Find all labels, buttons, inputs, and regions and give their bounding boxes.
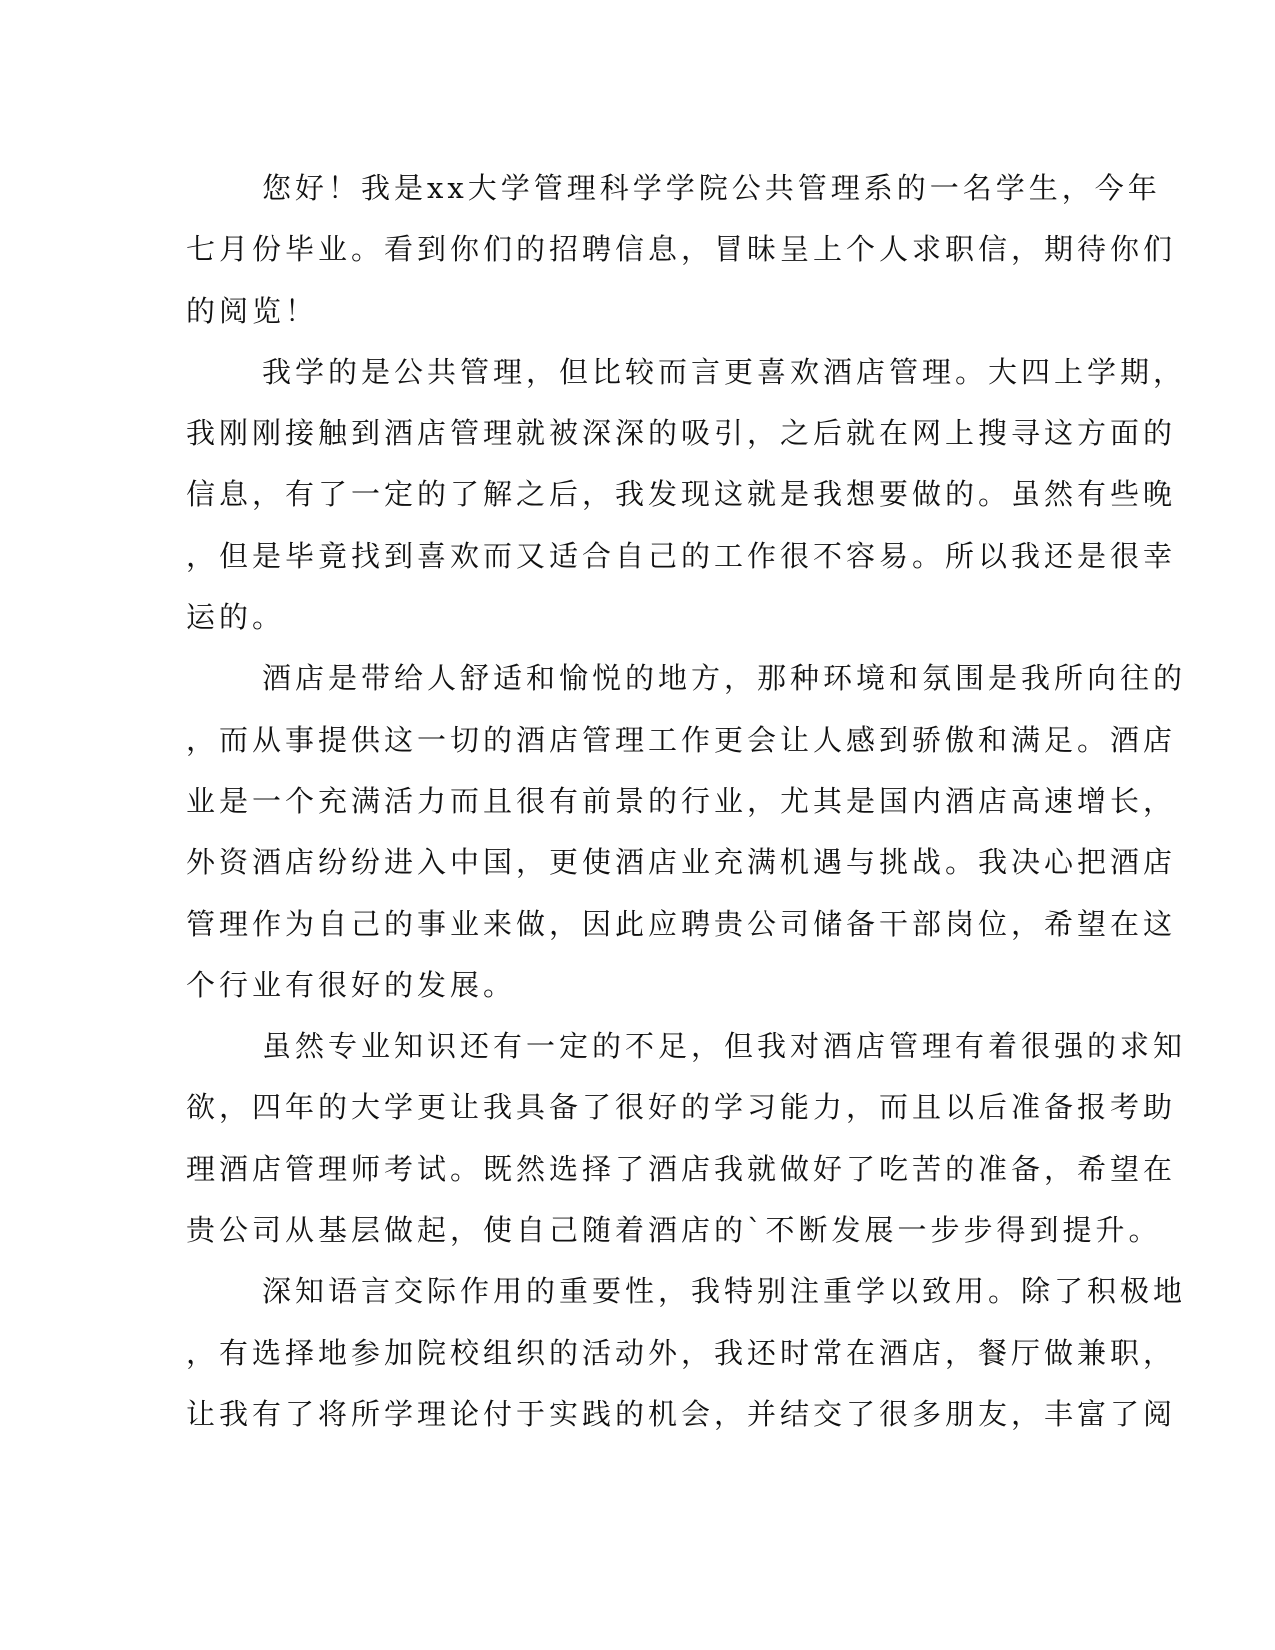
text-line: 您好！我是xx大学管理科学学院公共管理系的一名学生，今年 <box>262 171 1161 205</box>
text-line: 信息，有了一定的了解之后，我发现这就是我想要做的。虽然有些晚 <box>186 477 1177 512</box>
text-line: 酒店是带给人舒适和愉悦的地方，那种环境和氛围是我所向往的 <box>262 661 1187 696</box>
text-line: 我刚刚接触到酒店管理就被深深的吸引，之后就在网上搜寻这方面的 <box>186 416 1177 451</box>
paragraph-4 <box>186 1016 1187 1261</box>
text-line: ，而从事提供这一切的酒店管理工作更会让人感到骄傲和满足。酒店 <box>186 722 1177 757</box>
text-line: 虽然专业知识还有一定的不足，但我对酒店管理有着很强的求知 <box>262 1029 1187 1064</box>
text-line: 业是一个充满活力而且很有前景的行业，尤其是国内酒店高速增长， <box>186 783 1177 818</box>
text-line: ，但是毕竟找到喜欢而又适合自己的工作很不容易。所以我还是很幸 <box>186 538 1177 573</box>
paragraph-5 <box>186 1261 1187 1445</box>
text-line: 理酒店管理师考试。既然选择了酒店我就做好了吃苦的准备，希望在 <box>186 1151 1177 1186</box>
text-line: 外资酒店纷纷进入中国，更使酒店业充满机遇与挑战。我决心把酒店 <box>186 845 1177 880</box>
paragraph-2 <box>186 342 1187 648</box>
text-line: 欲，四年的大学更让我具备了很好的学习能力，而且以后准备报考助 <box>186 1090 1177 1125</box>
text-line: 我学的是公共管理，但比较而言更喜欢酒店管理。大四上学期， <box>262 354 1187 389</box>
text-line: 深知语言交际作用的重要性，我特别注重学以致用。除了积极地 <box>262 1274 1187 1309</box>
text-line: 贵公司从基层做起，使自己随着酒店的`不断发展一步步得到提升。 <box>186 1213 1162 1248</box>
text-line: 七月份毕业。看到你们的招聘信息，冒昧呈上个人求职信，期待你们 <box>186 232 1177 267</box>
text-line: 让我有了将所学理论付于实践的机会，并结交了很多朋友，丰富了阅 <box>186 1396 1177 1431</box>
text-line: ，有选择地参加院校组织的活动外，我还时常在酒店，餐厅做兼职， <box>186 1335 1177 1370</box>
text-line: 运的。 <box>186 600 286 635</box>
paragraph-1 <box>186 158 1177 342</box>
text-line: 管理作为自己的事业来做，因此应聘贵公司储备干部岗位，希望在这 <box>186 906 1177 941</box>
text-line: 的阅览！ <box>186 293 319 328</box>
text-line: 个行业有很好的发展。 <box>186 967 517 1002</box>
letter-body <box>186 158 1187 1445</box>
paragraph-3 <box>186 648 1187 1016</box>
